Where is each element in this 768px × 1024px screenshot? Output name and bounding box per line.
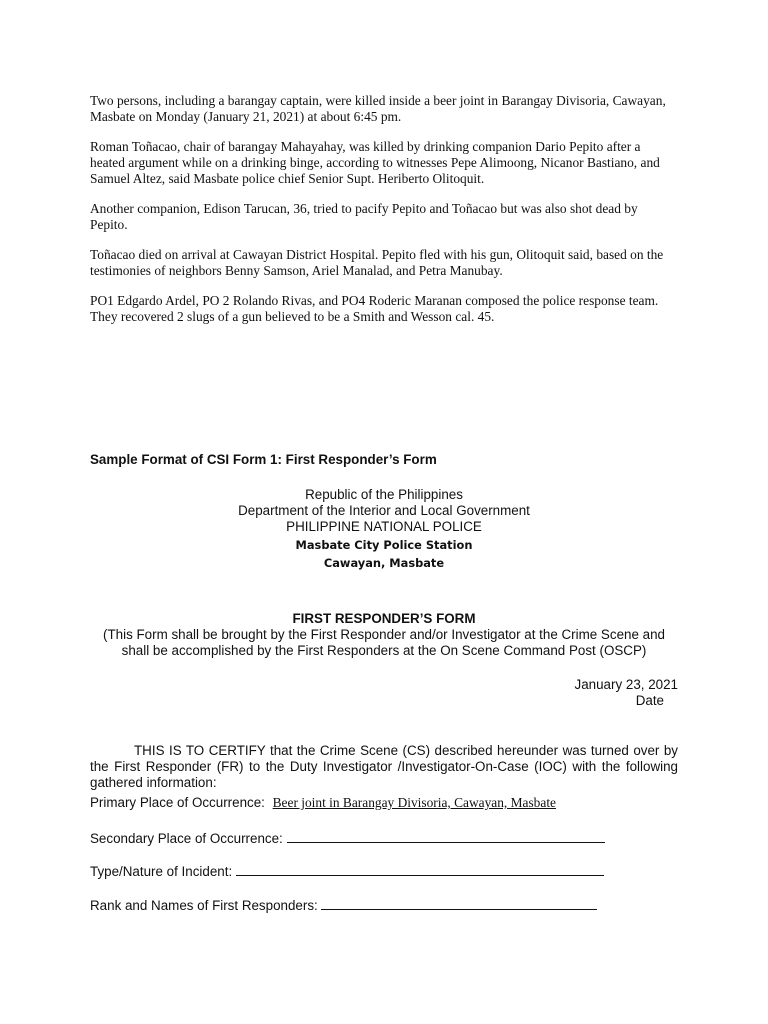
first-responders-field bbox=[90, 896, 678, 914]
secondary-place-label: Secondary Place of Occurrence: bbox=[90, 831, 283, 846]
secondary-place-field bbox=[90, 829, 678, 847]
secondary-place-blank[interactable] bbox=[287, 829, 605, 843]
letterhead-department: Department of the Interior and Local Government bbox=[238, 503, 530, 518]
letterhead-agency: PHILIPPINE NATIONAL POLICE bbox=[286, 519, 482, 534]
letterhead-station: Masbate City Police Station bbox=[295, 538, 473, 552]
form-date-label: Date bbox=[635, 693, 664, 708]
form-title: FIRST RESPONDER’S FORM bbox=[292, 611, 476, 626]
narrative-paragraph-5: PO1 Edgardo Ardel, PO 2 Rolando Rivas, and PO4 Roderic Maranan composed the police response team. They recovered 2 slugs of a gun believed to be a Smith and Wesson cal. 45. bbox=[90, 293, 659, 324]
narrative-paragraph-2: Roman Toñacao, chair of barangay Mahayahay, was killed by drinking companion Dario Pepito after a heated argument while on a drinking binge, according to witnesses Pepe Alimoong, Nicanor Bastiano, and Samuel Altez, said Masbate police chief Senior Supt. Heriberto Olitoquit. bbox=[90, 139, 660, 186]
primary-place-label: Primary Place of Occurrence: bbox=[90, 795, 265, 810]
incident-type-field bbox=[90, 862, 678, 880]
form-subtitle-line-2: shall be accomplished by the First Responders at the On Scene Command Post (OSCP) bbox=[121, 643, 647, 658]
form-subtitle-line-1: (This Form shall be brought by the First Responder and/or Investigator at the Crime Scene and bbox=[103, 627, 665, 642]
incident-type-label: Type/Nature of Incident: bbox=[90, 864, 233, 879]
letterhead-republic: Republic of the Philippines bbox=[305, 487, 463, 502]
letterhead-location: Cawayan, Masbate bbox=[323, 556, 445, 570]
primary-place-value[interactable]: Beer joint in Barangay Divisoria, Cawayan, Masbate bbox=[272, 795, 556, 810]
form-date-value: January 23, 2021 bbox=[574, 677, 678, 692]
incident-type-blank[interactable] bbox=[236, 862, 604, 876]
narrative-paragraph-3: Another companion, Edison Tarucan, 36, tried to pacify Pepito and Toñacao but was also shot dead by Pepito. bbox=[90, 201, 638, 232]
narrative-paragraph-4: Toñacao died on arrival at Cawayan District Hospital. Pepito fled with his gun, Olitoquit said, based on the testimonies of neighbors Benny Samson, Ariel Manalad, and Petra Manubay. bbox=[90, 247, 664, 278]
first-responders-label: Rank and Names of First Responders: bbox=[90, 898, 318, 913]
primary-place-field bbox=[90, 795, 678, 811]
certify-paragraph: THIS IS TO CERTIFY that the Crime Scene (CS) described hereunder was turned over by the First Responder (FR) to the Duty Investigator /Investigator-On-Case (IOC) with the following gathered information: bbox=[90, 743, 678, 790]
narrative-paragraph-1: Two persons, including a barangay captain, were killed inside a beer joint in Barangay Divisoria, Cawayan, Masbate on Monday (January 21, 2021) at about 6:45 pm. bbox=[90, 93, 666, 124]
section-heading: Sample Format of CSI Form 1: First Responder’s Form bbox=[90, 452, 437, 467]
first-responders-blank[interactable] bbox=[321, 896, 597, 910]
